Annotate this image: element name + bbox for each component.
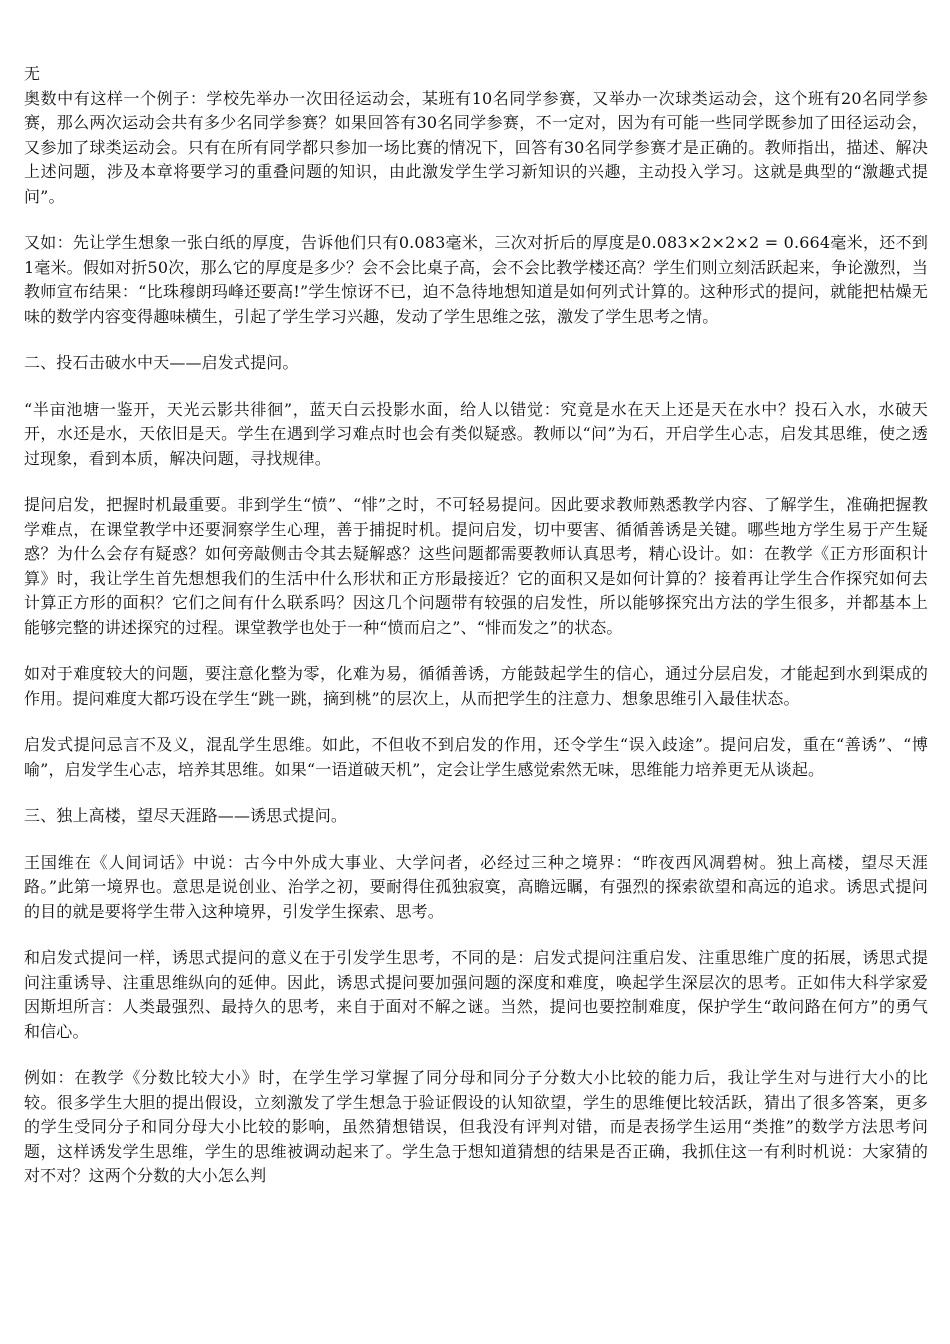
paragraph-avoid-confusion: 启发式提问忌言不及义，混乱学生思维。如此，不但收不到启发的作用，还令学生“误入歧途”。提问启发，重在“善诱”、“博喻”，启发学生心志，培养其思维。如果“一语道破天机”，定会让学生感觉索然无味，思维能力培养更无从谈起。 <box>24 735 928 779</box>
paragraph-wang-guowei: 王国维在《人间词话》中说：古今中外成大事业、大学问者，必经过三种之境界：“昨夜西风凋碧树。独上高楼，望尽天涯路。”此第一境界也。意思是说创业、治学之初，要耐得住孤独寂寞，高瞻远瞩，有强烈的探索欲望和高远的追求。诱思式提问的目的就是要将学生带入这种境界，引发学生探索、思考。 <box>24 852 928 921</box>
document-label: 无 <box>24 64 41 83</box>
paragraph-fraction-example: 例如：在教学《分数比较大小》时，在学生学习掌握了同分母和同分子分数大小比较的能力后，我让学生对与进行大小的比较。很多学生大胆的提出假设，立刻激发了学生想急于验证假设的认知欲望，学生的思维便比较活跃，猜出了很多答案，更多的学生受同分子和同分母大小比较的影响，虽然猜想错误，但我没有评判对错，而是表扬学生运用“类推”的数学方法思考问题，这样诱发学生思维，学生的思维被调动起来了。学生急于想知道猜想的结果是否正确，我抓住这一有利时机说：大家猜的对不对？这两个分数的大小怎么判 <box>24 1068 928 1185</box>
paragraph-compare-methods: 和启发式提问一样，诱思式提问的意义在于引发学生思考，不同的是：启发式提问注重启发、注重思维广度的拓展，诱思式提问注重诱导、注重思维纵向的延伸。因此，诱思式提问要加强问题的深度和难度，唤起学生深层次的思考。正如伟大科学家爱因斯坦所言：人类最强烈、最持久的思考，来自于面对不解之谜。当然，提问也要控制难度，保护学生“敢问路在何方”的勇气和信心。 <box>24 948 928 1041</box>
paragraph-paper-fold-example: 又如：先让学生想象一张白纸的厚度，告诉他们只有0.083毫米，三次对折后的厚度是0.083×2×2×2 = 0.664毫米，还不到1毫米。假如对折50次，那么它的厚度是多少？会不会比桌子高，会不会比教学楼还高？学生们则立刻活跃起来，争论激烈，当教师宣布结果：“比珠穆朗玛峰还要高!”学生惊讶不已，迫不急待地想知道是如何列式计算的。这种形式的提问，就能把枯燥无味的数学内容变得趣味横生，引起了学生学习兴趣，发动了学生思维之弦，激发了学生思考之情。 <box>24 233 928 326</box>
section-heading-2: 二、投石击破水中天——启发式提问。 <box>24 353 299 372</box>
paragraph-timing: 提问启发，把握时机最重要。非到学生“愤”、“悱”之时，不可轻易提问。因此要求教师熟悉教学内容、了解学生，准确把握教学难点，在课堂教学中还要洞察学生心理，善于捕捉时机。提问启发，切中要害、循循善诱是关键。哪些地方学生易于产生疑惑？为什么会存有疑惑？如何旁敲侧击令其去疑解惑？这些问题都需要教师认真思考，精心设计。如：在教学《正方形面积计算》时，我让学生首先想想我们的生活中什么形状和正方形最接近？它的面积又是如何计算的？接着再让学生合作探究如何去计算正方形的面积？它们之间有什么联系吗？因这几个问题带有较强的启发性，所以能够探究出方法的学生很多，并都基本上能够完整的讲述探究的过程。课堂教学也处于一种“愤而启之”、“悱而发之”的状态。 <box>24 495 928 637</box>
document-page <box>24 62 928 1211</box>
section-heading-3: 三、独上高楼，望尽天涯路——诱思式提问。 <box>24 806 348 825</box>
paragraph-intro-example: 奥数中有这样一个例子：学校先举办一次田径运动会，某班有10名同学参赛，又举办一次球类运动会，这个班有20名同学参赛，那么两次运动会共有多少名同学参赛？如果回答有30名同学参赛，不一定对，因为有可能一些同学既参加了田径运动会，又参加了球类运动会。只有在所有同学都只参加一场比赛的情况下，回答有30名同学参赛才是正确的。教师指出，描述、解决上述问题，涉及本章将要学习的重叠问题的知识，由此激发学生学习新知识的兴趣，主动投入学习。这就是典型的“激趣式提问”。 <box>24 88 928 206</box>
paragraph-difficulty: 如对于难度较大的问题，要注意化整为零，化难为易，循循善诱，方能鼓起学生的信心，通过分层启发，才能起到水到渠成的作用。提问难度大都巧设在学生“跳一跳，摘到桃”的层次上，从而把学生的注意力、想象思维引入最佳状态。 <box>24 664 928 708</box>
paragraph-poem-intro: “半亩池塘一鉴开，天光云影共徘徊”，蓝天白云投影水面，给人以错觉：究竟是水在天上还是天在水中？投石入水，水破天开，水还是水，天依旧是天。学生在遇到学习难点时也会有类似疑惑。教师以“问”为石，开启学生心志，启发其思维，使之透过现象，看到本质，解决问题，寻找规律。 <box>24 399 928 468</box>
